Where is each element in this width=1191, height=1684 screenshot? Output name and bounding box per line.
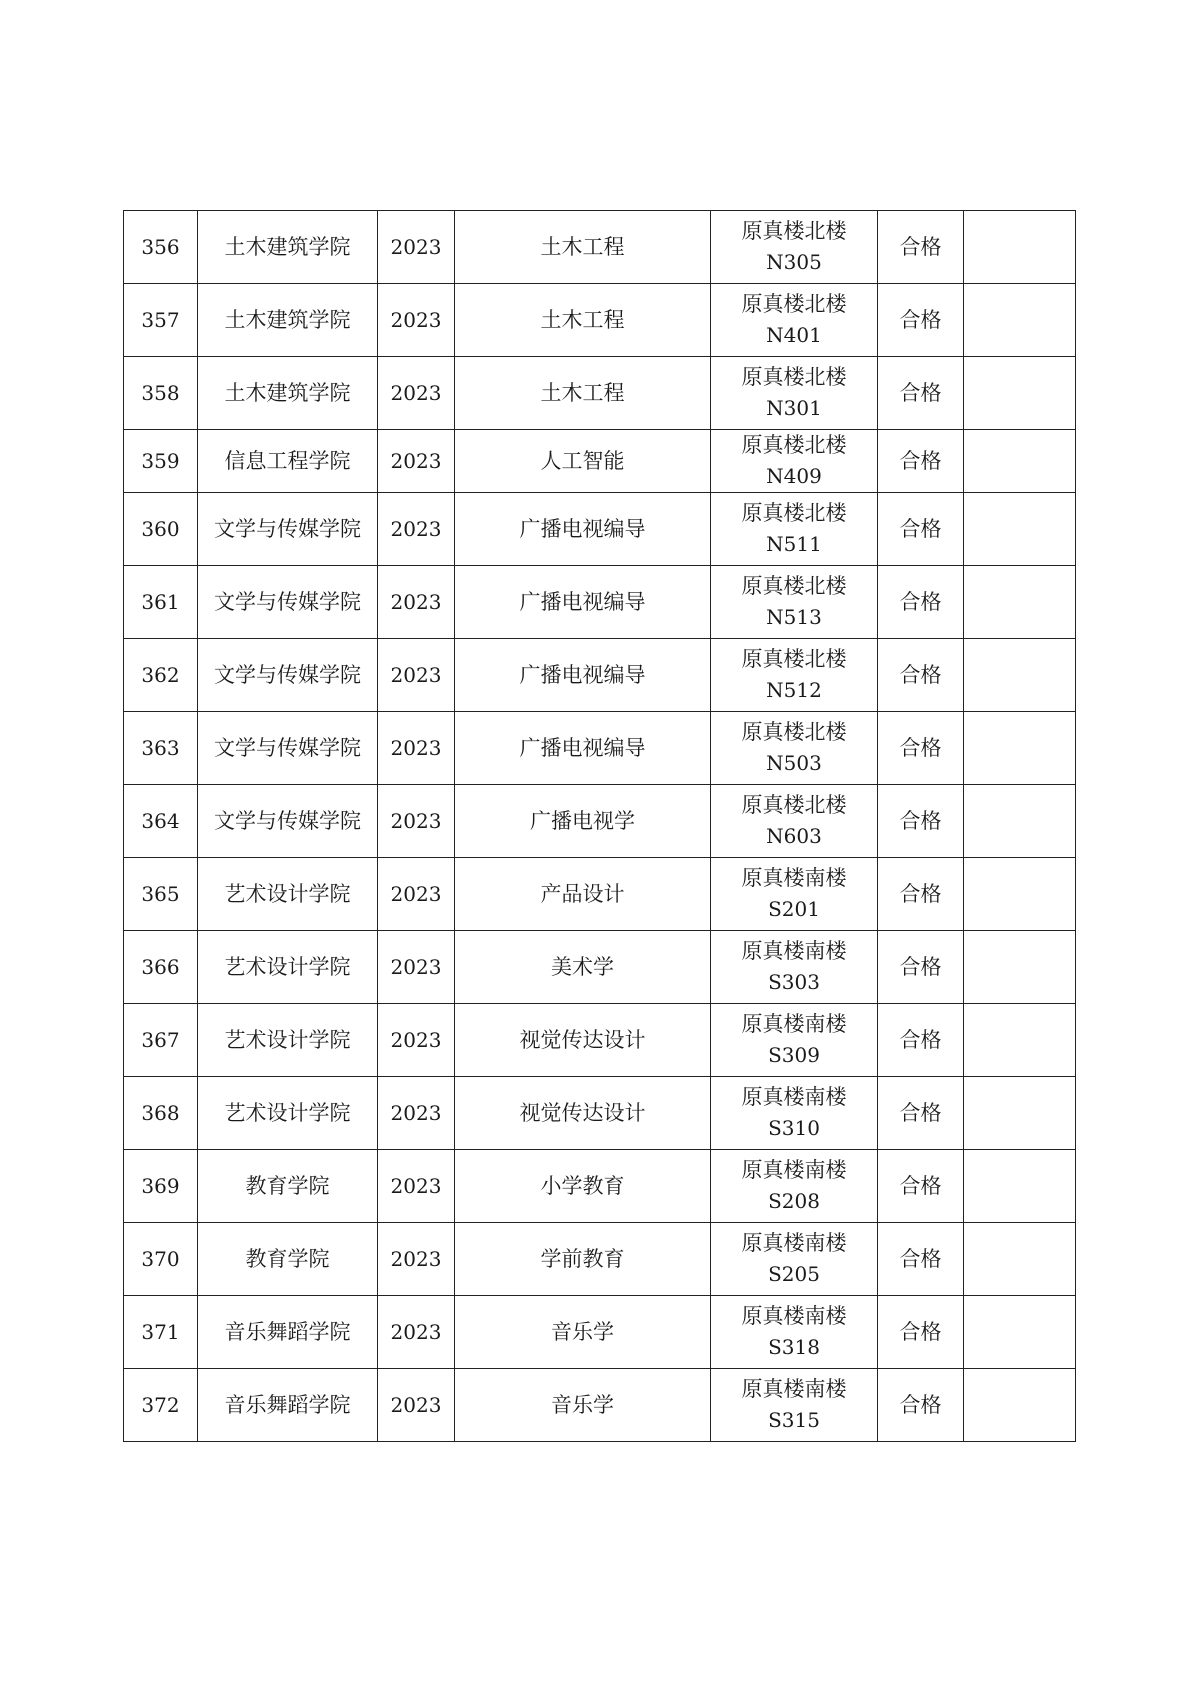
year-cell: 2023	[378, 1150, 455, 1223]
result-cell: 合格	[878, 712, 964, 785]
table-row	[124, 785, 1076, 858]
building-name: 原真楼南楼	[741, 1304, 847, 1328]
location-cell	[711, 785, 878, 858]
major-cell: 土木工程	[455, 284, 711, 357]
row-number-cell: 370	[124, 1223, 198, 1296]
location-cell	[711, 1077, 878, 1150]
building-name: 原真楼北楼	[741, 647, 847, 671]
year-cell: 2023	[378, 566, 455, 639]
college-cell: 艺术设计学院	[198, 931, 378, 1004]
remark-cell	[964, 1077, 1076, 1150]
location-cell	[711, 858, 878, 931]
college-cell: 土木建筑学院	[198, 211, 378, 284]
inspection-results-table	[123, 210, 1076, 1442]
result-cell: 合格	[878, 211, 964, 284]
college-cell: 教育学院	[198, 1223, 378, 1296]
building-name: 原真楼北楼	[741, 219, 847, 243]
table-row	[124, 493, 1076, 566]
remark-cell	[964, 211, 1076, 284]
table-row	[124, 1150, 1076, 1223]
room-number: S310	[768, 1116, 820, 1140]
major-cell: 土木工程	[455, 357, 711, 430]
location-cell	[711, 430, 878, 493]
row-number-cell: 361	[124, 566, 198, 639]
building-name: 原真楼北楼	[741, 292, 847, 316]
result-cell: 合格	[878, 1369, 964, 1442]
location-cell	[711, 1369, 878, 1442]
major-cell: 产品设计	[455, 858, 711, 931]
year-cell: 2023	[378, 785, 455, 858]
result-cell: 合格	[878, 1004, 964, 1077]
result-cell: 合格	[878, 785, 964, 858]
location-cell	[711, 639, 878, 712]
table-body	[124, 211, 1076, 1442]
table-row	[124, 712, 1076, 785]
result-cell: 合格	[878, 493, 964, 566]
result-cell: 合格	[878, 1150, 964, 1223]
table-row	[124, 1369, 1076, 1442]
remark-cell	[964, 284, 1076, 357]
building-name: 原真楼北楼	[741, 720, 847, 744]
location-cell	[711, 1296, 878, 1369]
remark-cell	[964, 493, 1076, 566]
remark-cell	[964, 566, 1076, 639]
college-cell: 土木建筑学院	[198, 284, 378, 357]
building-name: 原真楼南楼	[741, 1377, 847, 1401]
building-name: 原真楼南楼	[741, 1231, 847, 1255]
room-number: N512	[766, 678, 822, 702]
row-number-cell: 367	[124, 1004, 198, 1077]
row-number-cell: 371	[124, 1296, 198, 1369]
college-cell: 文学与传媒学院	[198, 566, 378, 639]
college-cell: 文学与传媒学院	[198, 639, 378, 712]
major-cell: 人工智能	[455, 430, 711, 493]
row-number-cell: 369	[124, 1150, 198, 1223]
year-cell: 2023	[378, 493, 455, 566]
major-cell: 视觉传达设计	[455, 1004, 711, 1077]
remark-cell	[964, 1223, 1076, 1296]
room-number: S315	[768, 1408, 820, 1432]
location-cell	[711, 357, 878, 430]
result-cell: 合格	[878, 858, 964, 931]
remark-cell	[964, 858, 1076, 931]
room-number: N301	[766, 396, 822, 420]
year-cell: 2023	[378, 211, 455, 284]
building-name: 原真楼北楼	[741, 574, 847, 598]
building-name: 原真楼北楼	[741, 501, 847, 525]
building-name: 原真楼南楼	[741, 939, 847, 963]
room-number: N603	[766, 824, 822, 848]
major-cell: 广播电视编导	[455, 639, 711, 712]
result-cell: 合格	[878, 357, 964, 430]
remark-cell	[964, 639, 1076, 712]
table-row	[124, 566, 1076, 639]
building-name: 原真楼南楼	[741, 1012, 847, 1036]
room-number: N409	[766, 464, 822, 488]
remark-cell	[964, 357, 1076, 430]
room-number: S303	[768, 970, 820, 994]
table-row	[124, 430, 1076, 493]
result-cell: 合格	[878, 639, 964, 712]
major-cell: 广播电视编导	[455, 493, 711, 566]
table-row	[124, 858, 1076, 931]
college-cell: 文学与传媒学院	[198, 493, 378, 566]
table-row	[124, 639, 1076, 712]
table-row	[124, 1004, 1076, 1077]
remark-cell	[964, 931, 1076, 1004]
year-cell: 2023	[378, 357, 455, 430]
table-row	[124, 357, 1076, 430]
year-cell: 2023	[378, 1369, 455, 1442]
year-cell: 2023	[378, 712, 455, 785]
major-cell: 美术学	[455, 931, 711, 1004]
row-number-cell: 357	[124, 284, 198, 357]
year-cell: 2023	[378, 1296, 455, 1369]
row-number-cell: 368	[124, 1077, 198, 1150]
row-number-cell: 363	[124, 712, 198, 785]
location-cell	[711, 1150, 878, 1223]
remark-cell	[964, 712, 1076, 785]
result-cell: 合格	[878, 430, 964, 493]
table-row	[124, 284, 1076, 357]
location-cell	[711, 712, 878, 785]
row-number-cell: 359	[124, 430, 198, 493]
remark-cell	[964, 1296, 1076, 1369]
location-cell	[711, 931, 878, 1004]
year-cell: 2023	[378, 1223, 455, 1296]
year-cell: 2023	[378, 1004, 455, 1077]
college-cell: 文学与传媒学院	[198, 785, 378, 858]
remark-cell	[964, 785, 1076, 858]
college-cell: 信息工程学院	[198, 430, 378, 493]
year-cell: 2023	[378, 931, 455, 1004]
year-cell: 2023	[378, 639, 455, 712]
building-name: 原真楼北楼	[741, 793, 847, 817]
row-number-cell: 358	[124, 357, 198, 430]
room-number: N503	[766, 751, 822, 775]
row-number-cell: 365	[124, 858, 198, 931]
remark-cell	[964, 1150, 1076, 1223]
result-cell: 合格	[878, 284, 964, 357]
table-row	[124, 211, 1076, 284]
location-cell	[711, 1004, 878, 1077]
college-cell: 音乐舞蹈学院	[198, 1296, 378, 1369]
result-cell: 合格	[878, 931, 964, 1004]
remark-cell	[964, 1004, 1076, 1077]
major-cell: 土木工程	[455, 211, 711, 284]
year-cell: 2023	[378, 430, 455, 493]
room-number: S309	[768, 1043, 820, 1067]
row-number-cell: 366	[124, 931, 198, 1004]
room-number: N511	[766, 532, 822, 556]
table-row	[124, 1296, 1076, 1369]
row-number-cell: 364	[124, 785, 198, 858]
building-name: 原真楼北楼	[741, 433, 847, 457]
major-cell: 视觉传达设计	[455, 1077, 711, 1150]
year-cell: 2023	[378, 284, 455, 357]
remark-cell	[964, 1369, 1076, 1442]
major-cell: 广播电视学	[455, 785, 711, 858]
major-cell: 音乐学	[455, 1369, 711, 1442]
building-name: 原真楼南楼	[741, 1085, 847, 1109]
row-number-cell: 362	[124, 639, 198, 712]
college-cell: 教育学院	[198, 1150, 378, 1223]
table-row	[124, 1077, 1076, 1150]
year-cell: 2023	[378, 858, 455, 931]
college-cell: 艺术设计学院	[198, 858, 378, 931]
row-number-cell: 356	[124, 211, 198, 284]
major-cell: 学前教育	[455, 1223, 711, 1296]
major-cell: 小学教育	[455, 1150, 711, 1223]
building-name: 原真楼南楼	[741, 866, 847, 890]
college-cell: 音乐舞蹈学院	[198, 1369, 378, 1442]
table-row	[124, 1223, 1076, 1296]
remark-cell	[964, 430, 1076, 493]
building-name: 原真楼北楼	[741, 365, 847, 389]
college-cell: 文学与传媒学院	[198, 712, 378, 785]
college-cell: 艺术设计学院	[198, 1004, 378, 1077]
row-number-cell: 360	[124, 493, 198, 566]
college-cell: 土木建筑学院	[198, 357, 378, 430]
location-cell	[711, 211, 878, 284]
room-number: N513	[766, 605, 822, 629]
location-cell	[711, 566, 878, 639]
building-name: 原真楼南楼	[741, 1158, 847, 1182]
room-number: S318	[768, 1335, 820, 1359]
room-number: S205	[768, 1262, 820, 1286]
major-cell: 音乐学	[455, 1296, 711, 1369]
room-number: S208	[768, 1189, 820, 1213]
year-cell: 2023	[378, 1077, 455, 1150]
result-cell: 合格	[878, 1077, 964, 1150]
table-row	[124, 931, 1076, 1004]
result-cell: 合格	[878, 1296, 964, 1369]
location-cell	[711, 1223, 878, 1296]
major-cell: 广播电视编导	[455, 712, 711, 785]
college-cell: 艺术设计学院	[198, 1077, 378, 1150]
location-cell	[711, 284, 878, 357]
result-cell: 合格	[878, 566, 964, 639]
room-number: N401	[766, 323, 822, 347]
room-number: S201	[768, 897, 820, 921]
room-number: N305	[766, 250, 822, 274]
row-number-cell: 372	[124, 1369, 198, 1442]
result-cell: 合格	[878, 1223, 964, 1296]
location-cell	[711, 493, 878, 566]
major-cell: 广播电视编导	[455, 566, 711, 639]
